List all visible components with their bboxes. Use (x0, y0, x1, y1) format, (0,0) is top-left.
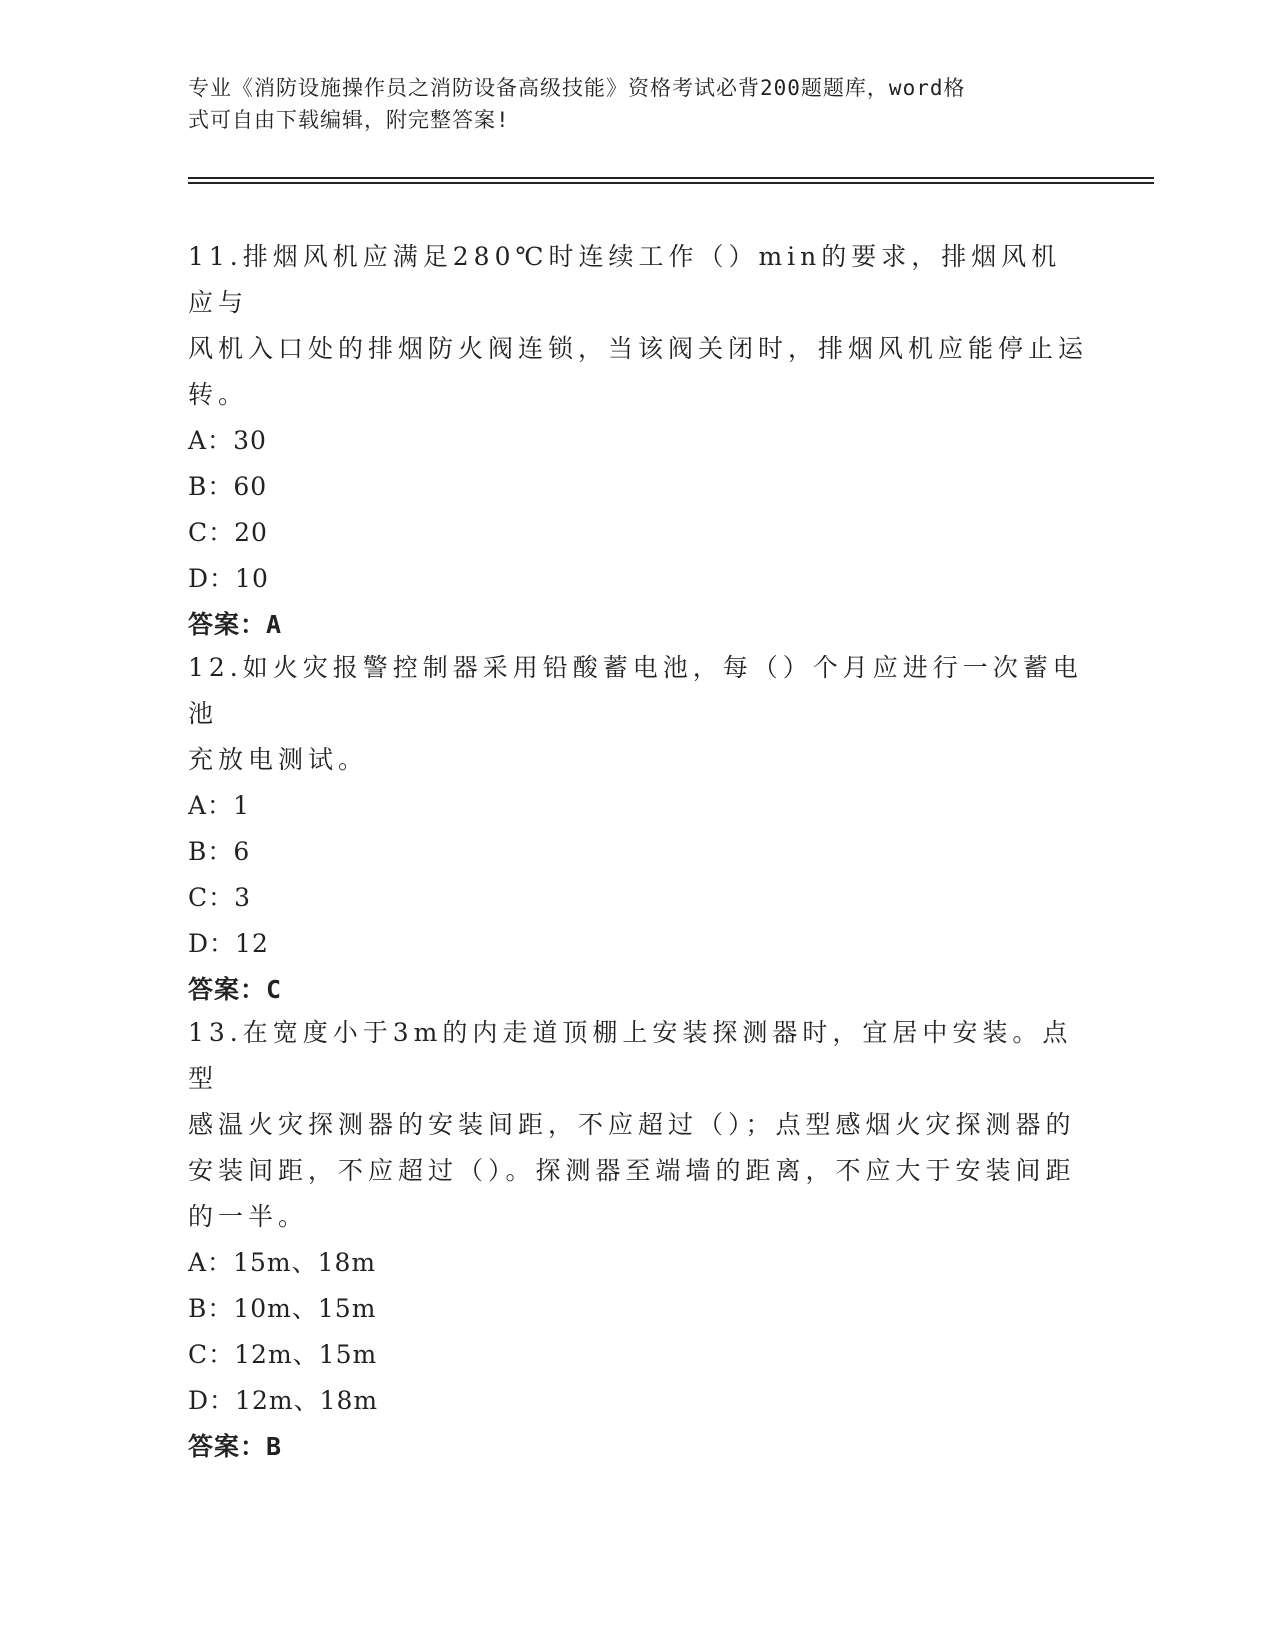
option-value: 12 (235, 929, 269, 958)
option-value: 30 (233, 426, 267, 455)
option-label: C： (188, 883, 235, 912)
question-stem-line: 感温火灾探测器的安装间距，不应超过（）；点型感烟火灾探测器的 (188, 1110, 1076, 1139)
option-value: 60 (233, 472, 268, 501)
option-value: 10m、15m (233, 1294, 377, 1323)
question-13 (188, 1010, 1088, 1470)
option-label: C： (188, 518, 235, 547)
question-stem-line: 13.在宽度小于3m的内走道顶棚上安装探测器时，宜居中安装。点型 (188, 1018, 1073, 1093)
header-divider-top (188, 177, 1154, 179)
option-c (188, 510, 1088, 556)
option-a (188, 783, 1088, 829)
option-b (188, 1286, 1088, 1332)
option-c (188, 1332, 1088, 1378)
option-label: A： (188, 426, 234, 455)
option-a (188, 418, 1088, 464)
option-b (188, 829, 1088, 875)
option-value: 15m、18m (233, 1248, 377, 1277)
question-stem-line: 风机入口处的排烟防火阀连锁，当该阀关闭时，排烟风机应能停止运 (188, 334, 1089, 363)
question-stem-line: 安装间距，不应超过（）。探测器至端墙的距离，不应大于安装间距 (188, 1156, 1076, 1185)
answer: 答案：B (188, 1432, 283, 1461)
question-stem-line: 转。 (188, 380, 249, 409)
header-line-1: 专业《消防设施操作员之消防设备高级技能》资格考试必背200题题库，word格 (188, 76, 966, 100)
question-11 (188, 234, 1088, 648)
option-d (188, 1378, 1088, 1424)
option-label: A： (188, 791, 234, 820)
option-value: 3 (234, 883, 252, 912)
option-label: A： (188, 1248, 234, 1277)
question-stem-line: 充放电测试。 (188, 745, 369, 774)
option-label: B： (188, 472, 234, 501)
question-stem-line: 11.排烟风机应满足280℃时连续工作（）min的要求，排烟风机应与 (188, 242, 1062, 317)
option-label: D： (188, 1386, 236, 1415)
option-value: 12m、18m (235, 1386, 379, 1415)
option-a (188, 1240, 1088, 1286)
option-label: B： (188, 1294, 234, 1323)
header-divider-bottom (188, 182, 1154, 184)
option-label: C： (188, 1340, 235, 1369)
answer: 答案：C (188, 975, 283, 1004)
option-label: D： (188, 929, 236, 958)
option-d (188, 921, 1088, 967)
question-stem-line: 12.如火灾报警控制器采用铅酸蓄电池，每（）个月应进行一次蓄电池 (188, 653, 1083, 728)
option-value: 12m、15m (234, 1340, 378, 1369)
header-line-2: 式可自由下载编辑，附完整答案! (188, 108, 510, 132)
option-value: 1 (233, 791, 250, 820)
answer: 答案：A (188, 610, 283, 639)
question-12 (188, 645, 1088, 1013)
option-value: 6 (233, 837, 251, 866)
option-label: B： (188, 837, 234, 866)
option-b (188, 464, 1088, 510)
question-stem-line: 的一半。 (188, 1202, 309, 1231)
option-label: D： (188, 564, 236, 593)
option-value: 20 (234, 518, 268, 547)
document-header (188, 72, 1068, 136)
option-c (188, 875, 1088, 921)
option-value: 10 (235, 564, 269, 593)
option-d (188, 556, 1088, 602)
